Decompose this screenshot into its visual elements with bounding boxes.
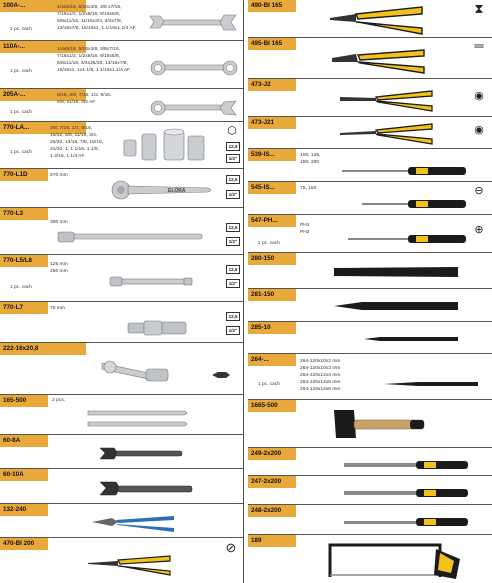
product-code: 249-2x200: [248, 448, 296, 460]
product-row-247-2x200: [248, 476, 492, 505]
size-list: 75 mm: [50, 306, 65, 311]
hexagon-socket-icon: ⬡: [227, 125, 237, 137]
product-code: 490-BI 165: [248, 0, 296, 12]
product-code: 280-150: [248, 253, 296, 265]
product-code: 60-10A: [0, 469, 48, 481]
product-code: 264-...: [248, 354, 296, 366]
circlip-pliers-bent-image: [336, 121, 436, 145]
product-code: 100A-...: [0, 0, 86, 12]
product-row-770-LA: [0, 122, 243, 169]
size-list: 100, 125, 150, 200: [300, 153, 321, 165]
drive-size-mm-badge: 12,5: [226, 142, 240, 151]
product-row-280-150: [248, 253, 492, 289]
round-file-image: [342, 517, 472, 527]
product-code: 770-L7: [0, 302, 48, 314]
drive-size-inch-badge: 1/2": [226, 326, 240, 335]
product-code: 110A-...: [0, 41, 86, 53]
quantity-label: 1 pc. cach: [10, 150, 32, 155]
product-code: 247-2x200: [248, 476, 296, 488]
product-code: 1665-500: [248, 400, 296, 412]
product-row-490-BI-165: [248, 0, 492, 38]
diagonal-cutter-image: [328, 46, 428, 76]
spark-plug-icon: [210, 369, 232, 381]
left-column: [0, 0, 244, 583]
product-code: 222-16x20,8: [0, 343, 86, 355]
cutting-edge-icon: ⊘: [225, 540, 237, 555]
right-column: [248, 0, 492, 583]
product-code: 770-L1D: [0, 169, 48, 181]
slotted-tip-icon: ⊖: [474, 185, 484, 197]
adjustable-wrench-image: [96, 445, 188, 463]
product-code: 547-PH...: [248, 215, 296, 227]
extension-bar-image: [108, 273, 198, 289]
quantity-label: 1 pc. cach: [10, 285, 32, 290]
product-code: 770-L3: [0, 208, 48, 220]
product-row-539-IS: [248, 149, 492, 182]
product-row-189: [248, 535, 492, 583]
product-row-770-L1D: [0, 169, 243, 208]
side-cutter-pliers-image: [326, 4, 426, 36]
engineers-hammer-image: [330, 406, 430, 444]
quantity-label: 1 pc. cach: [10, 27, 32, 32]
product-row-248-2x200: [248, 505, 492, 535]
centre-punch-image: [362, 334, 462, 344]
product-row-495-BI-165: [248, 38, 492, 79]
circlip-internal-icon: ◉: [474, 124, 484, 136]
product-row-264: [248, 354, 492, 400]
drive-size-mm-badge: 12,5: [226, 312, 240, 321]
size-list: 1/4x5/16, 5/16x3/8, 3/8x7/16, 7/16x1/2, 1/2x9/16, 9/16x5/8, 5/8x11/16, 3/4x25/32, 13/16x7/8, 15/16x1, 1x1.1/8, 1.1/16x1.1/4 AF: [57, 47, 131, 73]
flat-chisel-image: [332, 265, 462, 279]
slotted-screwdriver-image: [360, 198, 470, 210]
spark-plug-wrench-image: [98, 357, 173, 383]
drive-size-inch-badge: 1/2": [226, 279, 240, 288]
adjustable-wrench-large-image: [96, 479, 196, 499]
size-list: PH1 PH2: [300, 223, 310, 235]
slotted-screwdriver-image: [340, 165, 470, 177]
size-list: 3/8, 7/16, 1/2, 9/16, 19/32, 5/8, 11/16, 3/4, 25/32, 13/16, 7/8, 15/16, 31/32, 1, 1.1/16, 1.1/8, 1.3/16, 1.1/4 AF: [50, 126, 104, 159]
product-row-222: [0, 343, 243, 395]
product-row-770-L7: [0, 302, 243, 343]
product-code: 132-240: [0, 504, 48, 516]
drive-size-mm-badge: 12,5: [226, 175, 240, 184]
product-row-1665-500: [248, 400, 492, 448]
product-row-770-L5-L6: [0, 255, 243, 302]
product-code: 473-J21: [248, 117, 296, 129]
product-code: 205A-...: [0, 89, 86, 101]
circlip-internal-icon: ◉: [474, 90, 484, 102]
product-code: 770-LA...: [0, 122, 86, 134]
product-row-473-J21: [248, 117, 492, 149]
size-list: 125 mm 250 mm: [50, 262, 68, 274]
product-row-281-150: [248, 289, 492, 322]
quantity-label: 1 pc. cach: [10, 110, 32, 115]
size-list: 5/16, 3/8, 7/16, 1/2, 9/16, 5/8, 11/16, 3/4 AF: [57, 93, 112, 105]
product-row-473-J2: [248, 79, 492, 117]
quantity-label: 1 pc. cach: [10, 69, 32, 74]
product-row-132-240: [0, 504, 243, 538]
size-list: 270 mm: [50, 173, 68, 178]
open-end-wrench-image: [148, 12, 238, 32]
product-code: 473-J2: [248, 79, 296, 91]
drive-size-inch-badge: 1/2": [226, 237, 240, 246]
product-code: 545-IS...: [248, 182, 296, 194]
quantity-label: 1 pc. cach: [258, 382, 280, 387]
product-code: 248-2x200: [248, 505, 296, 517]
size-list: 300 mm: [50, 220, 68, 225]
hacksaw-image: [318, 539, 468, 581]
product-code: 285-10: [248, 322, 296, 334]
product-row-205A: [0, 89, 243, 122]
pin-punch-image: [382, 379, 482, 389]
product-code: 281-150: [248, 289, 296, 301]
combination-wrench-image: [150, 99, 238, 117]
long-nose-pliers-image: [84, 552, 174, 576]
cross-cut-chisel-image: [332, 299, 462, 313]
flush-cut-icon: ═: [474, 38, 484, 53]
quantity-label: 1 pc. cach: [258, 241, 280, 246]
drive-size-inch-badge: 1/2": [226, 190, 240, 199]
water-pump-pliers-image: [88, 512, 178, 534]
product-code: 539-IS...: [248, 149, 296, 161]
drive-size-mm-badge: 12,5: [226, 265, 240, 274]
product-code: 189: [248, 535, 296, 547]
brand-logo: ELORA: [168, 188, 186, 194]
product-row-285-10: [248, 322, 492, 354]
product-code: 495-BI 165: [248, 38, 296, 50]
product-row-545-IS: [248, 182, 492, 215]
size-list: 264-120x10x2 mm 264-120x10x3 mm 264-120x12x4 mm 264-120x12x5 mm 264-120x12x6 mm: [300, 359, 341, 392]
size-list: 1/4x5/16, 5/16x3/8, 3/8 x7/16, 7/16x1/2, 1/2x9/16, 9/16x5/8, 5/8x11/16, 11/16x3/4, 3/4x7/8, 13/16x7/8, 15/16x1, 1.1/16x1.1/4 AF: [57, 5, 136, 31]
product-row-60-8A: [0, 435, 243, 469]
socket-set-image: [120, 128, 210, 164]
product-row-100A: [0, 0, 243, 41]
ring-wrench-image: [150, 59, 238, 77]
size-list: 75, 150: [300, 186, 317, 191]
phillips-tip-icon: ⊕: [474, 224, 484, 236]
drive-size-inch-badge: 1/2": [226, 154, 240, 163]
drive-size-mm-badge: 12,5: [226, 223, 240, 232]
universal-joint-image: [126, 318, 190, 338]
product-code: 165-500: [0, 395, 48, 407]
hourglass-cut-icon: ⧗: [474, 1, 484, 16]
ratchet-image: [110, 179, 215, 201]
half-round-file-image: [342, 488, 472, 498]
tee-handle-image: [56, 230, 206, 244]
product-row-547-PH: [248, 215, 492, 253]
product-row-249-2x200: [248, 448, 492, 476]
product-row-165-500: [0, 395, 243, 435]
product-code: 60-8A: [0, 435, 48, 447]
product-row-110A: [0, 41, 243, 89]
product-row-770-L3: [0, 208, 243, 255]
flat-file-image: [342, 460, 472, 470]
tyre-lever-pair-image: [84, 407, 194, 431]
phillips-screwdriver-image: [346, 233, 470, 245]
circlip-pliers-internal-image: [336, 87, 436, 113]
product-code: 470-BI 200: [0, 538, 48, 550]
product-row-60-10A: [0, 469, 243, 504]
product-row-470-BI-200: [0, 538, 243, 583]
product-code: 770-L5/L6: [0, 255, 48, 267]
quantity-spec: 2 pcs.: [52, 398, 66, 403]
